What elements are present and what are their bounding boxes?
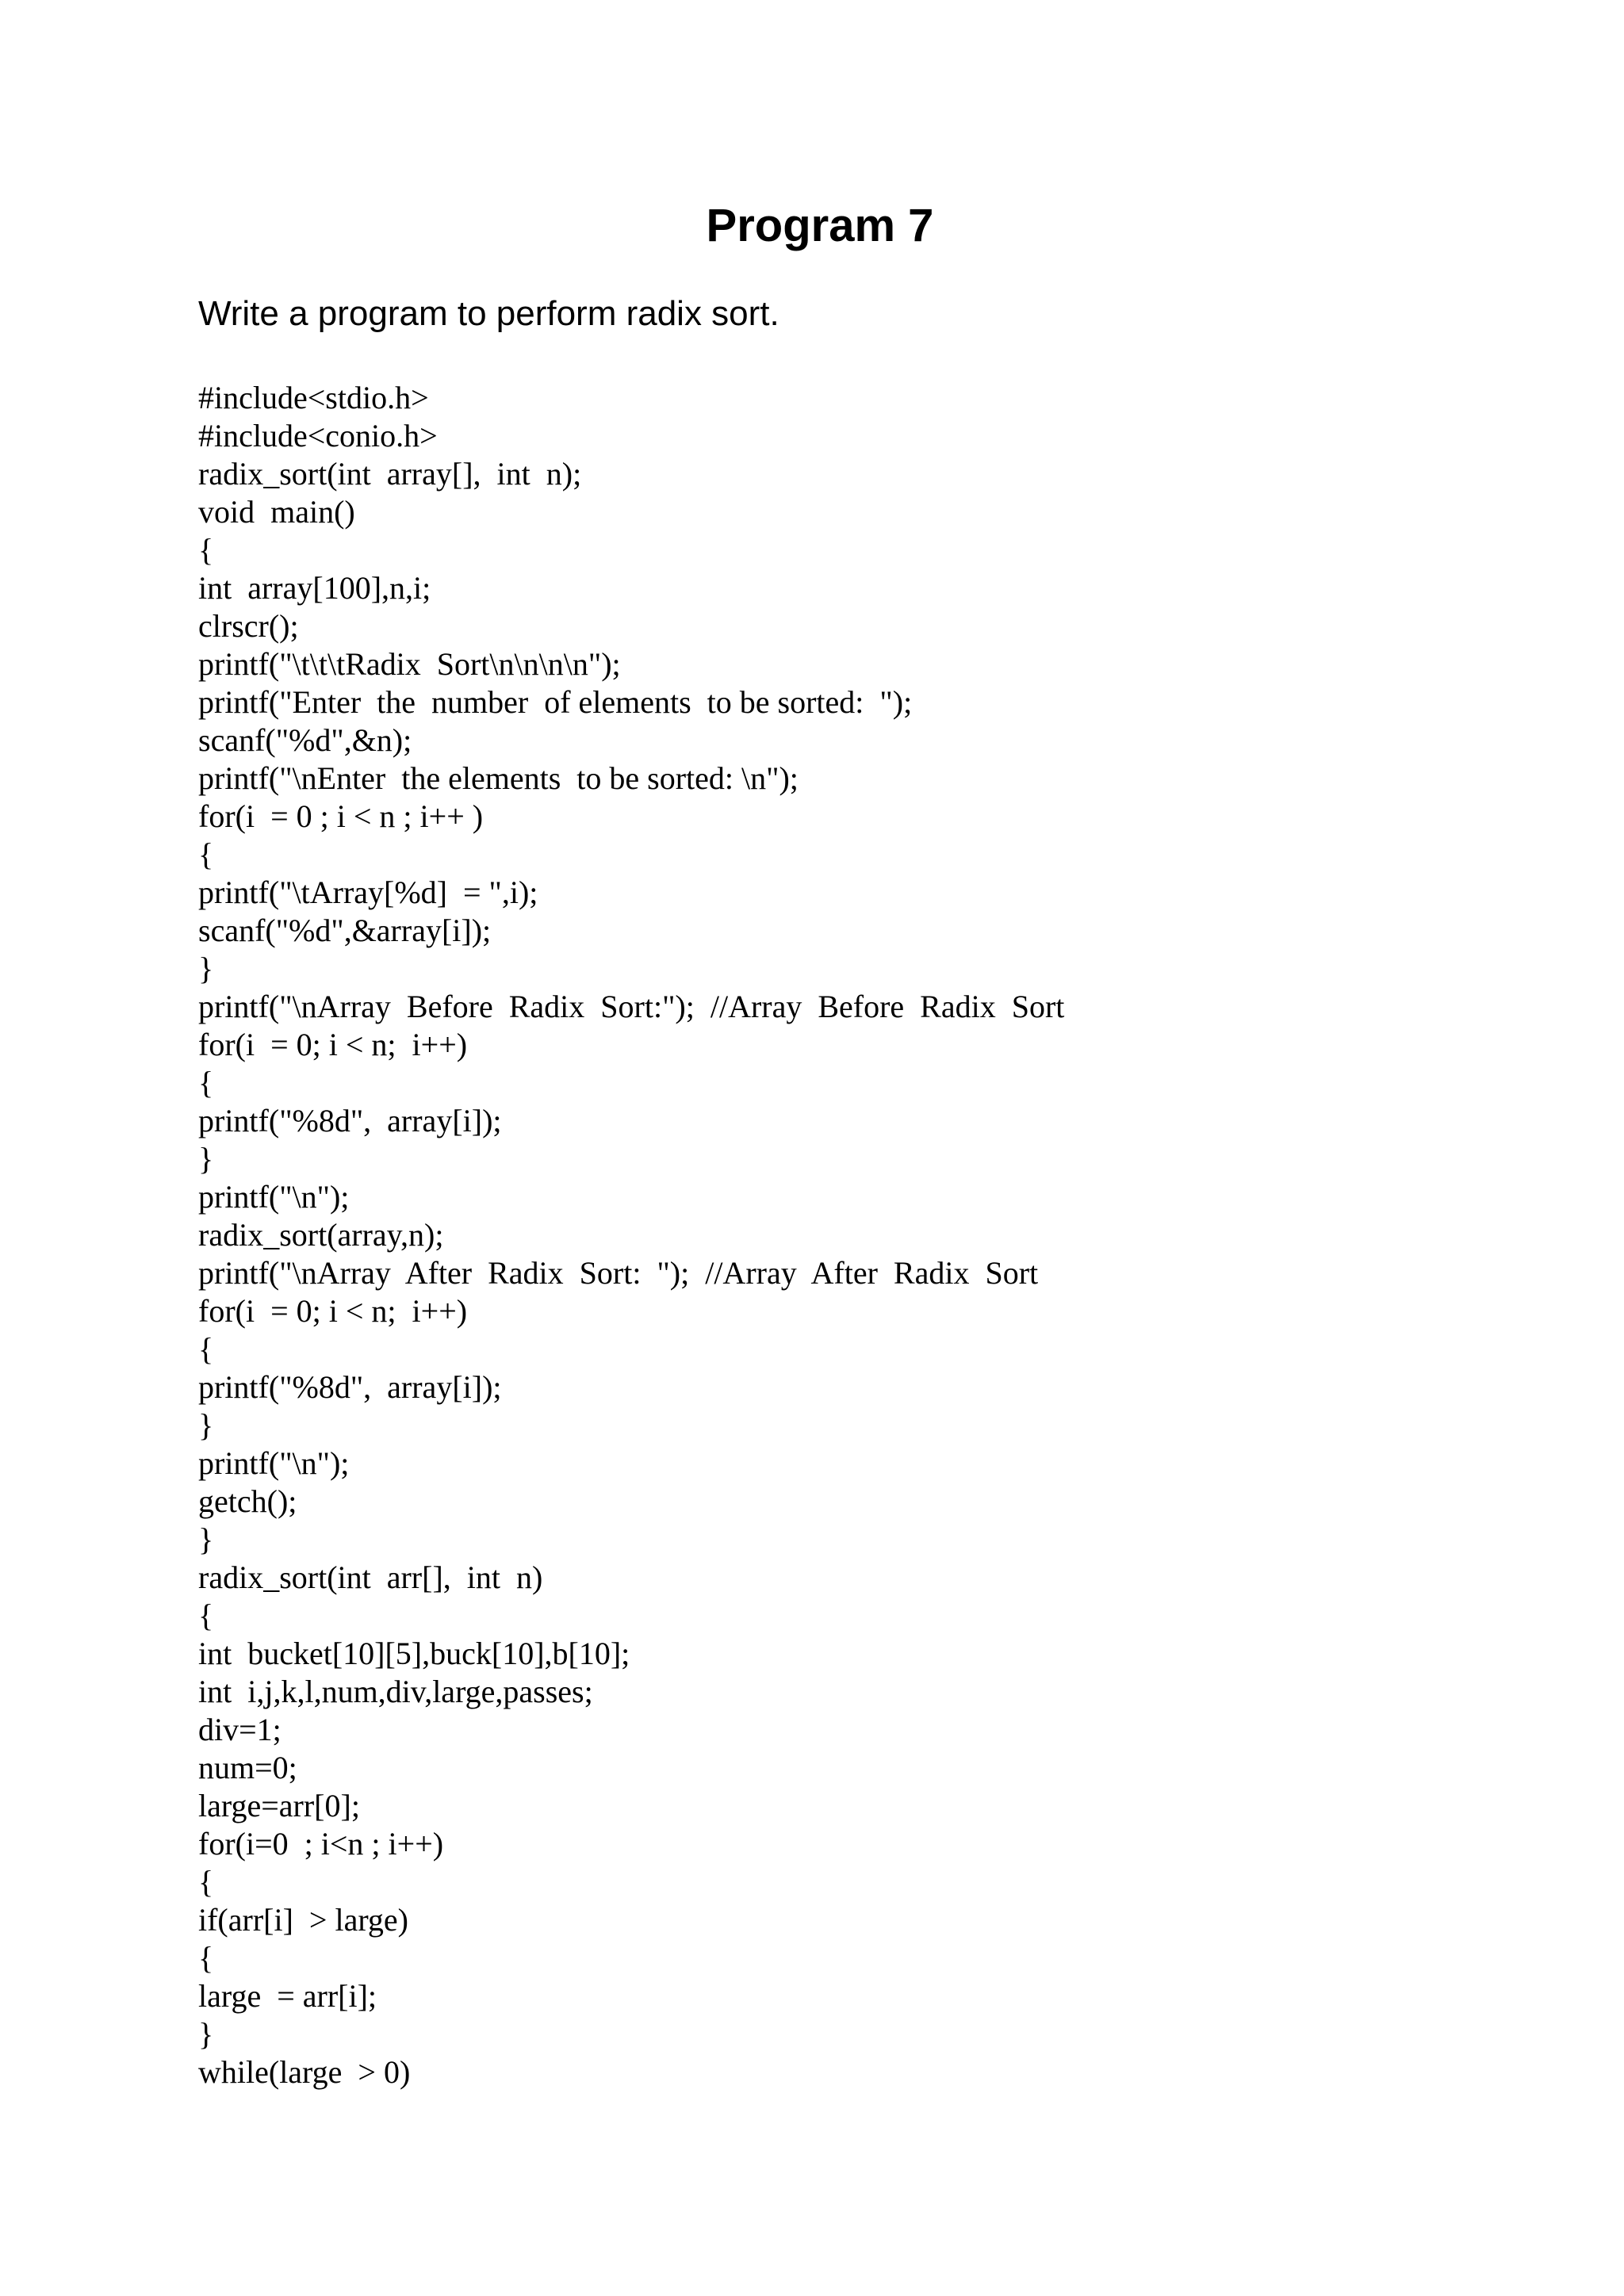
code-line: printf("\tArray[%d] = ",i); <box>198 874 538 910</box>
code-line: { <box>198 1940 214 1976</box>
code-line: { <box>198 1864 214 1900</box>
code-line: scanf("%d",&array[i]); <box>198 913 492 948</box>
code-line: { <box>198 1331 214 1367</box>
code-line: } <box>198 1407 214 1443</box>
code-line: printf("\nArray Before Radix Sort:"); //Array Before Radix Sort <box>198 989 1065 1024</box>
code-line: printf("\t\t\tRadix Sort\n\n\n\n"); <box>198 646 621 682</box>
code-line: #include<conio.h> <box>198 418 438 453</box>
code-line: large = arr[i]; <box>198 1978 377 2014</box>
code-line: radix_sort(array,n); <box>198 1217 444 1253</box>
code-line: getch(); <box>198 1483 297 1519</box>
code-line: } <box>198 951 214 986</box>
code-line: radix_sort(int arr[], int n) <box>198 1559 543 1595</box>
code-line: while(large > 0) <box>198 2054 411 2090</box>
code-line: { <box>198 1598 214 1633</box>
code-line: printf("\nEnter the elements to be sorted: \n"); <box>198 760 799 796</box>
code-line: { <box>198 1065 214 1100</box>
code-line: void main() <box>198 494 355 530</box>
question-text: Write a program to perform radix sort. <box>198 294 779 333</box>
code-line: for(i = 0; i < n; i++) <box>198 1293 468 1329</box>
code-line: { <box>198 836 214 872</box>
code-line: num=0; <box>198 1750 297 1785</box>
code-line: printf("Enter the number of elements to be sorted: "); <box>198 684 913 720</box>
code-line: printf("\n"); <box>198 1445 350 1481</box>
code-line: } <box>198 1521 214 1557</box>
code-line: for(i = 0; i < n; i++) <box>198 1027 468 1062</box>
code-line: } <box>198 2016 214 2052</box>
code-line: div=1; <box>198 1712 282 1747</box>
code-line: #include<stdio.h> <box>198 380 429 415</box>
code-line: int bucket[10][5],buck[10],b[10]; <box>198 1636 630 1671</box>
code-block <box>198 379 1546 2091</box>
code-line: int i,j,k,l,num,div,large,passes; <box>198 1674 593 1709</box>
code-line: int array[100],n,i; <box>198 570 431 606</box>
code-line: printf("%8d", array[i]); <box>198 1103 502 1138</box>
code-line: large=arr[0]; <box>198 1788 360 1823</box>
code-line: radix_sort(int array[], int n); <box>198 456 582 492</box>
code-line: printf("\nArray After Radix Sort: "); //Array After Radix Sort <box>198 1255 1039 1291</box>
code-line: printf("\n"); <box>198 1179 350 1215</box>
code-line: clrscr(); <box>198 608 299 644</box>
code-line: { <box>198 532 214 568</box>
code-line: for(i=0 ; i<n ; i++) <box>198 1826 444 1862</box>
code-line: if(arr[i] > large) <box>198 1902 408 1938</box>
page-title: Program 7 <box>706 200 934 251</box>
code-line: scanf("%d",&n); <box>198 722 412 758</box>
code-line: for(i = 0 ; i < n ; i++ ) <box>198 798 484 834</box>
code-line: printf("%8d", array[i]); <box>198 1369 502 1405</box>
code-line: } <box>198 1141 214 1177</box>
